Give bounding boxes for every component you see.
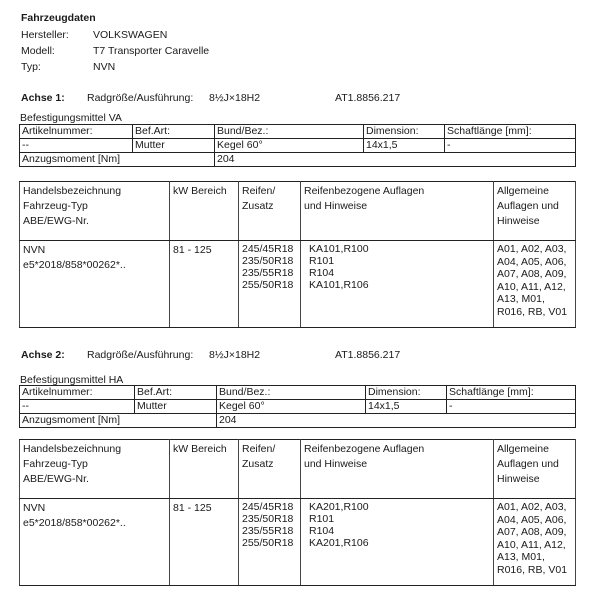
fastening-header-collar: Bund/Bez.: — [217, 386, 366, 400]
type-label: Typ: — [21, 61, 41, 73]
fastening-value-type: Mutter — [135, 400, 217, 414]
row-general-notes: A01, A02, A03, A04, A05, A06, A07, A08, A09, A10, A11, A12, A13, M01, R016, RB, V01 — [494, 499, 576, 586]
row-trade-name: NVN e5*2018/858*00262*.. — [20, 241, 170, 328]
axle-1-title: Achse 1: — [21, 92, 65, 104]
row-tyre-notes: KA101,R100 R101 R104 KA101,R106 — [301, 241, 494, 328]
axle-2-fastening-title: Befestigungsmittel HA — [20, 374, 124, 386]
header-general-notes: Allgemeine Auflagen und Hinweise — [494, 440, 576, 499]
fastening-header-dimension: Dimension: — [364, 125, 445, 139]
fastening-header-dimension: Dimension: — [366, 386, 447, 400]
fastening-value-type: Mutter — [133, 139, 215, 153]
fastening-value-shaft: - — [445, 139, 576, 153]
header-tyres: Reifen/ Zusatz — [239, 182, 301, 241]
row-tyre-notes: KA201,R100 R101 R104 KA201,R106 — [301, 499, 494, 586]
header-trade-name: Handelsbezeichnung Fahrzeug-Typ ABE/EWG-Nr. — [20, 182, 170, 241]
fastening-header-collar: Bund/Bez.: — [215, 125, 364, 139]
fastening-value-collar: Kegel 60° — [215, 139, 364, 153]
fastening-value-shaft: - — [447, 400, 576, 414]
axle-2-approval-table — [19, 439, 576, 586]
fastening-value-dimension: 14x1,5 — [366, 400, 447, 414]
row-trade-name: NVN e5*2018/858*00262*.. — [20, 499, 170, 586]
axle-1-fastening-table — [19, 124, 576, 167]
type-value: NVN — [93, 61, 116, 73]
axle-2-size-label: Radgröße/Ausführung: — [87, 349, 194, 361]
header-general-notes: Allgemeine Auflagen und Hinweise — [494, 182, 576, 241]
model-label: Modell: — [21, 45, 55, 57]
axle-1-size-label: Radgröße/Ausführung: — [87, 92, 194, 104]
header-tyre-notes: Reifenbezogene Auflagen und Hinweise — [301, 440, 494, 499]
fastening-header-type: Bef.Art: — [135, 386, 217, 400]
fastening-header-shaft: Schaftlänge [mm]: — [445, 125, 576, 139]
axle-2-size-value: 8½J×18H2 — [209, 349, 261, 361]
row-tyres: 245/45R18 235/50R18 235/55R18 255/50R18 — [239, 499, 301, 586]
row-general-notes: A01, A02, A03, A04, A05, A06, A07, A08, A09, A10, A11, A12, A13, M01, R016, RB, V01 — [494, 241, 576, 328]
model-value: T7 Transporter Caravelle — [93, 45, 210, 57]
fastening-value-collar: Kegel 60° — [217, 400, 366, 414]
fastening-header-type: Bef.Art: — [133, 125, 215, 139]
vehicle-data-heading: Fahrzeugdaten — [21, 12, 96, 24]
torque-label: Anzugsmoment [Nm] — [20, 153, 215, 167]
row-kw-range: 81 - 125 — [170, 241, 239, 328]
torque-value: 204 — [217, 414, 576, 428]
header-tyre-notes: Reifenbezogene Auflagen und Hinweise — [301, 182, 494, 241]
axle-1-code: AT1.8856.217 — [335, 92, 401, 104]
header-kw-range: kW Bereich — [170, 440, 239, 499]
axle-1-fastening-title: Befestigungsmittel VA — [20, 112, 122, 124]
torque-value: 204 — [215, 153, 576, 167]
fastening-header-article: Artikelnummer: — [20, 125, 133, 139]
manufacturer-value: VOLKSWAGEN — [93, 29, 168, 41]
fastening-value-article: -- — [20, 400, 135, 414]
axle-1-size-value: 8½J×18H2 — [209, 92, 261, 104]
fastening-header-article: Artikelnummer: — [20, 386, 135, 400]
header-trade-name: Handelsbezeichnung Fahrzeug-Typ ABE/EWG-Nr. — [20, 440, 170, 499]
axle-1-approval-table — [19, 181, 576, 328]
axle-2-code: AT1.8856.217 — [335, 349, 401, 361]
fastening-value-article: -- — [20, 139, 133, 153]
manufacturer-label: Hersteller: — [21, 29, 69, 41]
axle-2-fastening-table — [19, 385, 576, 428]
header-tyres: Reifen/ Zusatz — [239, 440, 301, 499]
fastening-header-shaft: Schaftlänge [mm]: — [447, 386, 576, 400]
fastening-value-dimension: 14x1,5 — [364, 139, 445, 153]
axle-2-title: Achse 2: — [21, 349, 65, 361]
row-kw-range: 81 - 125 — [170, 499, 239, 586]
header-kw-range: kW Bereich — [170, 182, 239, 241]
torque-label: Anzugsmoment [Nm] — [20, 414, 217, 428]
row-tyres: 245/45R18 235/50R18 235/55R18 255/50R18 — [239, 241, 301, 328]
